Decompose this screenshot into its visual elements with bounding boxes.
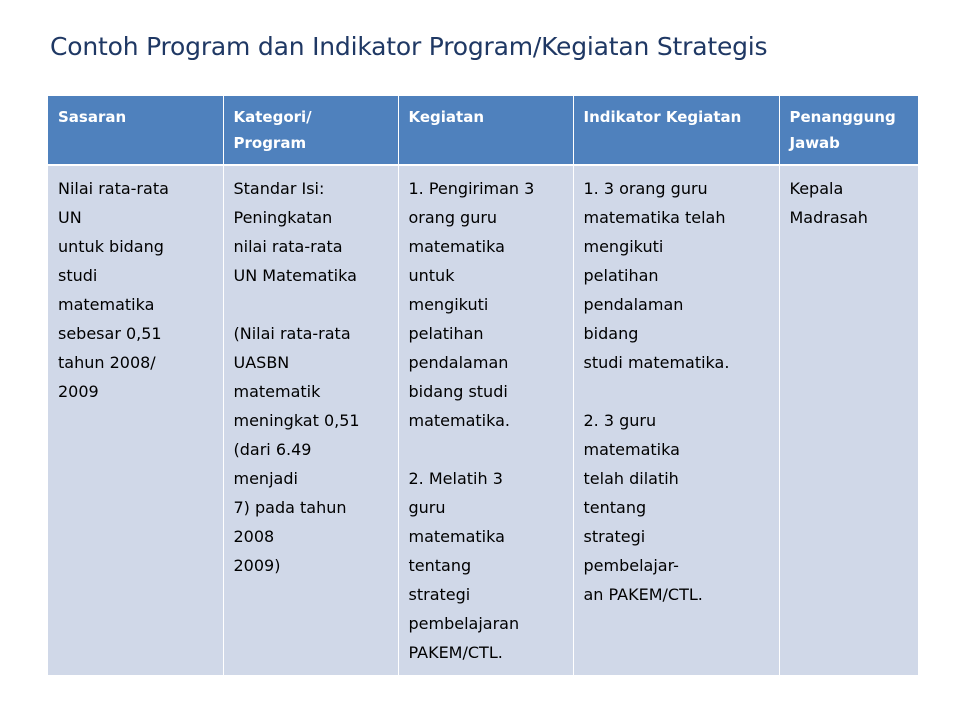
header-indikator-kegiatan: Indikator Kegiatan	[573, 96, 779, 165]
cell-penanggung-jawab: Kepala Madrasah	[779, 165, 918, 675]
slide-title: Contoh Program dan Indikator Program/Kegiatan Strategis	[50, 32, 768, 61]
table-header-row	[48, 96, 918, 165]
cell-indikator-kegiatan: 1. 3 orang guru matematika telah mengikuti pelatihan pendalaman bidang studi matematika. 2. 3 guru matematika telah dilatih tentang strategi pembelajar- an PAKEM/CTL.	[573, 165, 779, 675]
cell-sasaran: Nilai rata-rata UN untuk bidang studi matematika sebesar 0,51 tahun 2008/ 2009	[48, 165, 223, 675]
header-kategori-program: Kategori/ Program	[223, 96, 398, 165]
header-kegiatan: Kegiatan	[398, 96, 573, 165]
table-row	[48, 165, 918, 675]
header-penanggung-jawab: Penanggung Jawab	[779, 96, 918, 165]
cell-kategori-program: Standar Isi: Peningkatan nilai rata-rata UN Matematika (Nilai rata-rata UASBN matematik meningkat 0,51 (dari 6.49 menjadi 7) pada tahun 2008 2009)	[223, 165, 398, 675]
program-table	[48, 96, 918, 675]
cell-kegiatan: 1. Pengiriman 3 orang guru matematika untuk mengikuti pelatihan pendalaman bidang studi matematika. 2. Melatih 3 guru matematika tentang strategi pembelajaran PAKEM/CTL.	[398, 165, 573, 675]
header-sasaran: Sasaran	[48, 96, 223, 165]
